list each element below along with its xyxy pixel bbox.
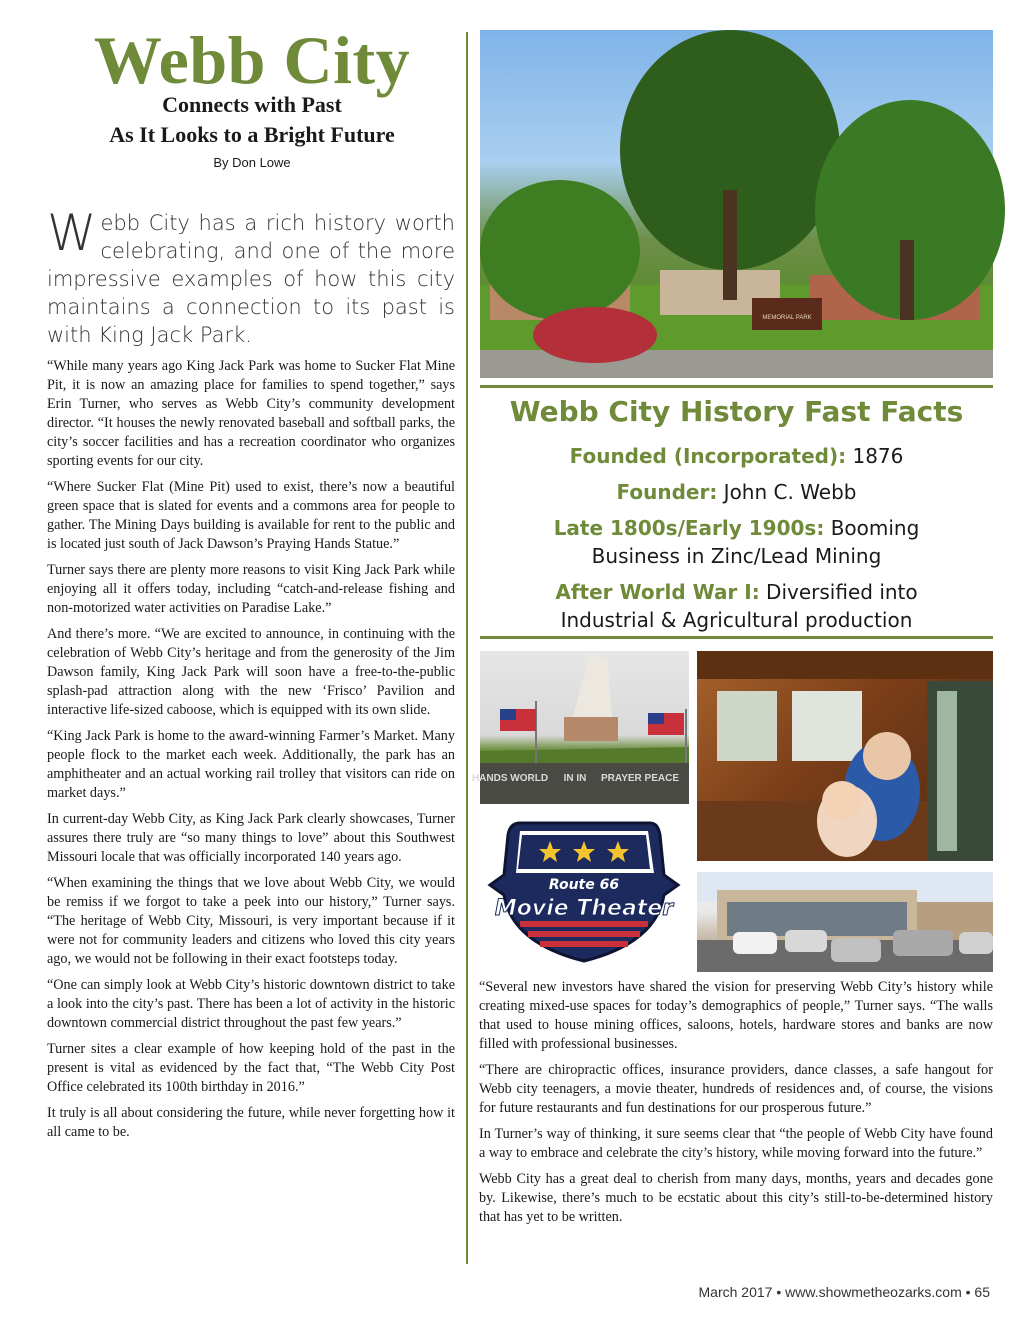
body-paragraph: In current-day Webb City, as King Jack Park clearly showcases, Turner assures there truly are “so many things to love” about this Southwest Missouri locale that was officially incorporated 140 years ago. — [47, 811, 455, 865]
logo-line1: Route 66 — [548, 877, 620, 893]
park-photo — [480, 30, 993, 378]
fact-value: Diversified into Industrial & Agricultural production — [560, 580, 918, 632]
body-paragraph: “There are chiropractic offices, insurance providers, dance classes, a safe hangout for Webb city teenagers, a movie theater, hundreds of residences and, of course, the visions for future restaurants and fun destinations for our prosperous future.” — [479, 1062, 993, 1116]
body-paragraph: Webb City has a great deal to cherish from many days, months, years and decades gone by. Likewise, there’s much to be ecstatic about this city’s still-to-be-determined history that has yet to be written. — [479, 1171, 993, 1225]
body-paragraph: Turner says there are plenty more reasons to visit King Jack Park while enjoying all it offers today, including “catch-and-release fishing and non-motorized water activities on Paradise Lake.” — [47, 562, 455, 616]
body-paragraph: And there’s more. “We are excited to announce, in continuing with the celebration of Webb City’s heritage and from the generosity of the Jim Dawson family, King Jack Park will soon have a free-to-the-public splash-pad attraction along with the new ‘Frisco’ Pavilion and interactive life-sized caboose, which is equipped with its own slide. — [47, 626, 455, 718]
theater-illustration — [697, 872, 993, 972]
statue-sign-mid: IN IN — [563, 773, 587, 784]
body-paragraph: In Turner’s way of thinking, it sure seems clear that “the people of Webb City have found a way to embrace and celebrate the city’s history, while moving forward into the future.” — [479, 1126, 993, 1161]
drop-cap: W — [47, 204, 97, 262]
article-subtitle-line2: As It Looks to a Bright Future — [109, 122, 395, 147]
fact-value: John C. Webb — [717, 480, 857, 504]
fact-founder — [480, 478, 993, 506]
body-paragraph: “Several new investors have shared the vision for preserving Webb City’s history while creating mixed-use spaces for today’s demographics of people,” Turner says. “The walls that used to house mining offices, saloons, hotels, hardware stores and banks are now filled with professional businesses. — [479, 979, 993, 1052]
fact-label: Founder: — [616, 480, 718, 504]
facts-top-rule — [480, 385, 993, 388]
fact-mining — [480, 514, 993, 570]
statue-illustration — [471, 651, 689, 804]
logo-line2: Movie Theater — [494, 896, 674, 921]
route66-logo — [480, 815, 689, 965]
statue-sign-left: HANDS WORLD — [471, 773, 549, 784]
fact-label: Founded (Incorporated): — [569, 444, 847, 468]
body-paragraph: “Where Sucker Flat (Mine Pit) used to exist, there’s now a beautiful green space that is slated for events and a commons area for people to gather. The Mining Days building is available for rent to the public and is located just south of Jack Dawson’s Praying Hands Statue.” — [47, 479, 455, 552]
right-column — [479, 978, 993, 1234]
page-footer: March 2017 • www.showmetheozarks.com • 65 — [698, 1284, 990, 1300]
fact-value: 1876 — [846, 444, 904, 468]
park-sign-text: MEMORIAL PARK — [762, 315, 812, 321]
praying-hands-photo — [471, 651, 689, 804]
fact-label: Late 1800s/Early 1900s: — [553, 516, 825, 540]
lead-paragraph — [47, 204, 455, 349]
body-paragraph: Turner sites a clear example of how keeping hold of the past in the present is vital as evidenced by the fact that, “The Webb City Post Office celebrated its 100th birthday in 2016.” — [47, 1041, 455, 1095]
trolley-illustration — [697, 651, 993, 861]
byline: By Don Lowe — [213, 155, 291, 170]
route66-logo-graphic — [480, 815, 689, 965]
body-paragraph: “When examining the things that we love about Webb City, we would be remiss if we forgot to take a peek into our history,” Turner says. “The heritage of Webb City, Missouri, is very important because if it were not for community leaders and citizens who loved this city years ago, we would not be following in their exact footsteps today. — [47, 875, 455, 967]
park-illustration — [480, 30, 993, 378]
fact-postwar — [480, 578, 993, 634]
article-subtitle-line1: Connects with Past — [162, 92, 342, 117]
column-divider — [466, 32, 468, 1264]
statue-sign-right: PRAYER PEACE — [601, 773, 679, 784]
fact-value: Booming Business in Zinc/Lead Mining — [591, 516, 920, 568]
trolley-photo — [697, 651, 993, 861]
fact-founded — [480, 442, 993, 470]
lead-text: ebb City has a rich history worth celebrating, and one of the more impressive examples of how this city maintains a connection to its past is with King Jack Park. — [47, 211, 455, 347]
left-column — [47, 357, 455, 1149]
body-paragraph: It truly is all about considering the future, while never forgetting how it all came to be. — [47, 1105, 455, 1140]
facts-bottom-rule — [480, 636, 993, 639]
body-paragraph: “While many years ago King Jack Park was home to Sucker Flat Mine Pit, it is now an amazing place for families to spend together,” says Erin Turner, who serves as Webb City’s community development director. “It houses the newly renovated baseball and softball parks, the city’s soccer facilities and has a recreation coordinator who organizes sporting events for our city. — [47, 358, 455, 469]
fast-facts-title: Webb City History Fast Facts — [509, 395, 964, 428]
body-paragraph: “One can simply look at Webb City’s historic downtown district to take a look into the city’s past. There has been a lot of activity in the historic downtown commercial district throughout the past few years.” — [47, 977, 455, 1031]
article-title: Webb City — [93, 22, 411, 98]
fast-facts-box — [480, 390, 993, 634]
fact-label: After World War I: — [555, 580, 760, 604]
body-paragraph: “King Jack Park is home to the award-winning Farmer’s Market. Many people flock to the market each week. Additionally, the park has an amphitheater and an actual working rail trolley that visitors can ride on market days.” — [47, 728, 455, 801]
theater-photo — [697, 872, 993, 972]
